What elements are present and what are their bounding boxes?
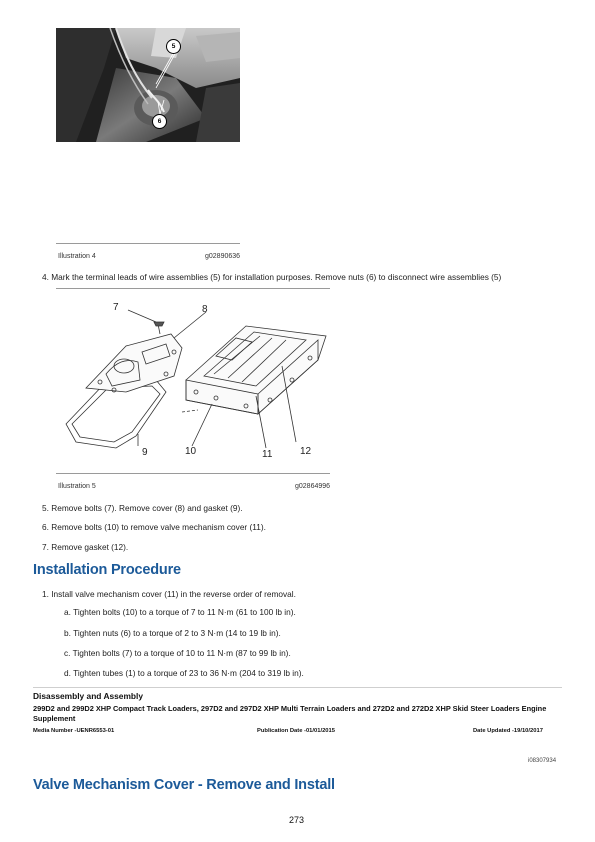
install-substep-c: c. Tighten bolts (7) to a torque of 10 to 11 N·m (87 to 99 lb in).: [64, 648, 291, 658]
install-step-1: 1. Install valve mechanism cover (11) in the reverse order of removal.: [42, 589, 296, 599]
document-id: i08307934: [528, 758, 557, 764]
illustration-5-caption: Illustration 5: [58, 483, 96, 490]
illustration-4-photo: [56, 28, 240, 142]
footer-divider: [33, 687, 562, 688]
media-number: Media Number -UENR6553-01: [33, 728, 115, 734]
install-substep-d: d. Tighten tubes (1) to a torque of 23 to 36 N·m (204 to 319 lb in).: [64, 668, 304, 678]
callout-8: 8: [202, 304, 208, 315]
installation-procedure-heading: Installation Procedure: [33, 562, 181, 578]
valve-cover-diagram: [56, 296, 330, 468]
illustration-4-code: g02890636: [205, 253, 241, 260]
step-6: 6. Remove bolts (10) to remove valve mechanism cover (11).: [42, 522, 266, 532]
callout-11: 11: [262, 449, 273, 460]
illustration-4-caption: Illustration 4: [58, 253, 96, 260]
callout-7: 7: [113, 302, 119, 313]
caption-divider: [56, 243, 240, 244]
step-4: 4. Mark the terminal leads of wire assemblies (5) for installation purposes. Remove nuts (6) to disconnect wire assemblies (5): [42, 272, 502, 282]
step-5: 5. Remove bolts (7). Remove cover (8) and gasket (9).: [42, 503, 243, 513]
publication-date: Publication Date -01/01/2015: [257, 728, 335, 734]
callout-9: 9: [142, 447, 148, 458]
disassembly-title: Disassembly and Assembly: [33, 691, 144, 701]
illustration-5-caption-divider: [56, 473, 330, 474]
valve-mechanism-heading: Valve Mechanism Cover - Remove and Install: [33, 777, 335, 793]
document-subtitle: 299D2 and 299D2 XHP Compact Track Loaders, 297D2 and 297D2 XHP Multi Terrain Loaders and 272D2 and 272D2 XHP Skid Steer Loaders Engine Supplement: [33, 704, 547, 723]
callout-5: 5: [166, 39, 181, 54]
step-7: 7. Remove gasket (12).: [42, 542, 129, 552]
page-number: 273: [289, 815, 305, 825]
install-substep-b: b. Tighten nuts (6) to a torque of 2 to 3 N·m (14 to 19 lb in).: [64, 628, 281, 638]
callout-12: 12: [300, 446, 312, 457]
illustration-5-drawing: [56, 296, 330, 468]
install-substep-a: a. Tighten bolts (10) to a torque of 7 to 11 N·m (61 to 100 lb in).: [64, 607, 296, 617]
illustration-5-top-divider: [56, 288, 330, 289]
callout-10: 10: [185, 446, 197, 457]
illustration-5-code: g02864996: [295, 483, 331, 490]
engine-wiring-photo: [56, 28, 240, 142]
date-updated: Date Updated -19/10/2017: [473, 728, 543, 734]
callout-6: 6: [152, 114, 167, 129]
